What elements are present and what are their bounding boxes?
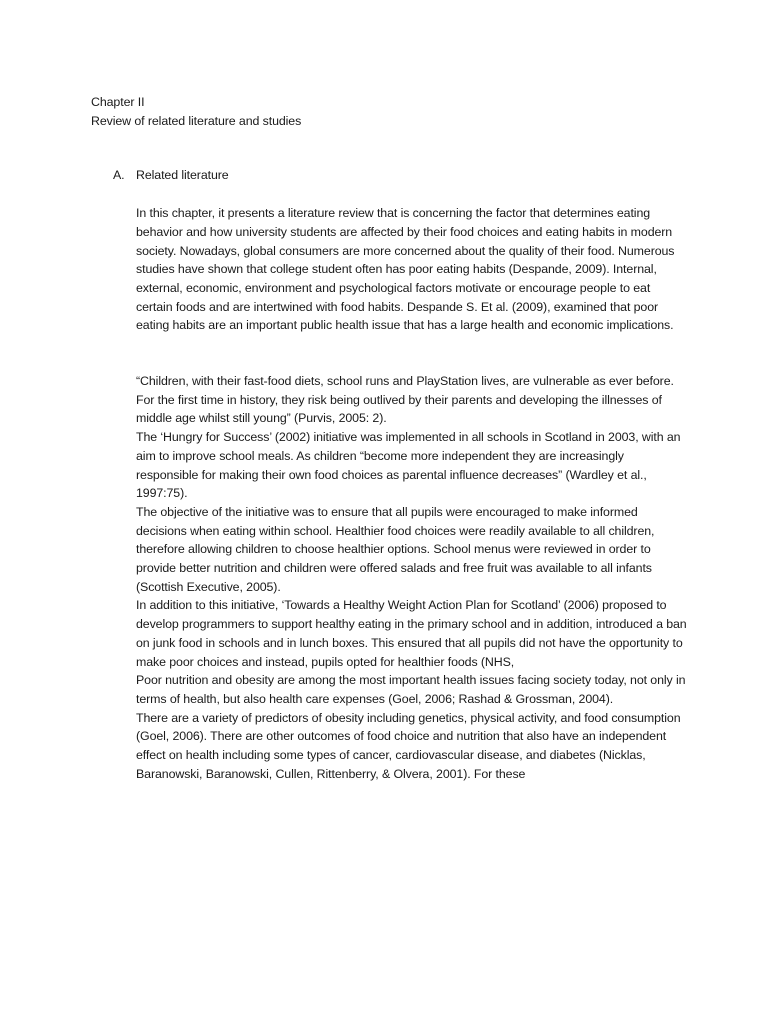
paragraph-intro: In this chapter, it presents a literature review that is concerning the factor that determines eating behavior and how university students are affected by their food choices and eating habits in modern society. Nowadays, global consumers are more concerned about the quality of their food. Numerous studies have shown that college student often has poor eating habits (Despande, 2009). Internal, external, economic, environment and psychological factors motivate or encourage people to eat certain foods and are intertwined with food habits. Despande S. Et al. (2009), examined that poor eating habits are an important public health issue that has a large health and economic implications. — [136, 206, 675, 333]
subsection-heading — [113, 166, 688, 185]
chapter-heading: Chapter II — [91, 95, 145, 109]
subsection-label: A. — [113, 168, 125, 183]
body-text — [136, 204, 688, 783]
subsection-title: Related literature — [136, 168, 229, 183]
paragraph-poor-nutrition: Poor nutrition and obesity are among the most important health issues facing society today, not only in terms of health, but also health care expenses (Goel, 2006; Rashad & Grossman, 2004). — [136, 673, 686, 706]
section-title: Review of related literature and studies — [91, 113, 302, 128]
paragraph-hungry-for-success: The ‘Hungry for Success’ (2002) initiative was implemented in all schools in Scotland in 2003, with an aim to improve school meals. As children “become more independent they are increasingly responsible for making their own food choices as parental influence decreases” (Wardley et al., 1997:75). — [136, 430, 681, 501]
paragraph-healthy-weight-plan: In addition to this initiative, ‘Towards a Healthy Weight Action Plan for Scotland’ (2006) proposed to develop programmers to support healthy eating in the primary school and in addition, introduced a ban on junk food in schools and in lunch boxes. This ensured that all pupils did not have the opportunity to make poor choices and instead, pupils opted for healthier foods (NHS, — [136, 598, 687, 669]
paragraph-objective: The objective of the initiative was to ensure that all pupils were encouraged to make informed decisions when eating within school. Healthier food choices were readily available to all children, therefore allowing children to choose healthier options. School menus were reviewed in order to provide better nutrition and children were offered salads and free fruit was available to all infants (Scottish Executive, 2005). — [136, 504, 655, 594]
paragraph-predictors: There are a variety of predictors of obesity including genetics, physical activity, and food consumption (Goel, 2006). There are other outcomes of food choice and nutrition that also have an independent effect on health including some types of cancer, cardiovascular disease, and diabetes (Nicklas, Baranowski, Baranowski, Cullen, Rittenberry, & Olvera, 2001). For these — [136, 710, 681, 781]
paragraph-quote: “Children, with their fast-food diets, school runs and PlayStation lives, are vulnerable as ever before. For the first time in history, they risk being outlived by their parents and developing the illnesses of middle age whilst still young” (Purvis, 2005: 2). — [136, 374, 674, 426]
